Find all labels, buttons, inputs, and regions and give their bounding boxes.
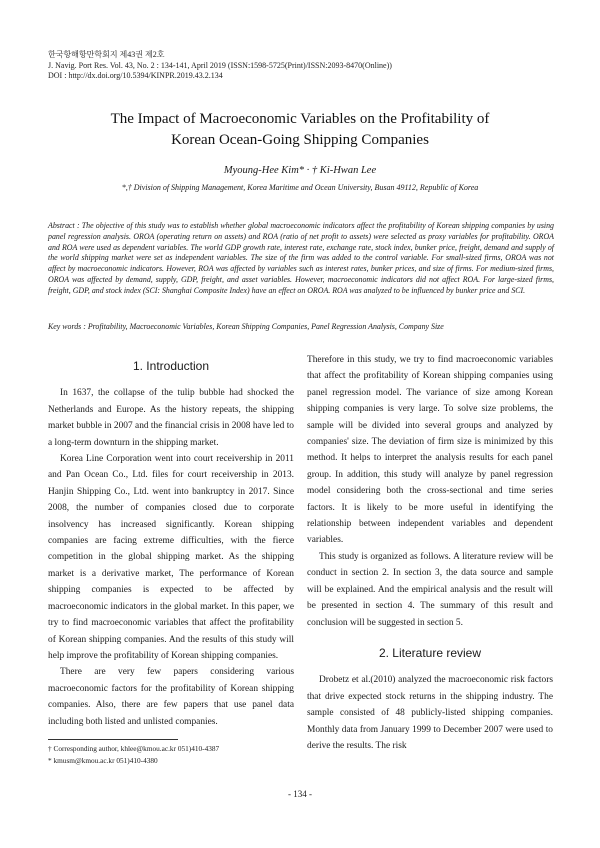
affiliation: *,† Division of Shipping Management, Korea Maritime and Ocean University, Busan 49112, Republic of Korea (121, 183, 479, 192)
journal-header (48, 50, 392, 82)
paragraph: There are very few papers considering various macroeconomic factors for the profitability of Korean shipping companies. Also, there are few papers that use panel data including both listed and unlisted companies. (48, 667, 294, 727)
section-heading-introduction: 1. Introduction (132, 359, 210, 373)
section-heading-literature-review: 2. Literature review (378, 645, 482, 660)
page-number: - 134 - (288, 789, 312, 799)
footnote-coauthor: * kmusm@kmou.ac.kr 051)410-4380 (48, 755, 158, 765)
paragraph: Drobetz et al.(2010) analyzed the macroeconomic risk factors that drive expected stock returns in the shipping industry. The sample consisted of 48 publicly-listed shipping companies. Monthly data from January 1999 to December 2007 were used to derive the results. The risk (307, 675, 553, 751)
footnote-divider (48, 739, 178, 740)
keywords: Key words : Profitability, Macroeconomic Variables, Korean Shipping Companies, Panel Regression Analysis, Company Size (48, 322, 444, 331)
footnotes (48, 743, 219, 766)
journal-name-korean: 한국항해항만학회지 제43권 제2호 (48, 50, 165, 59)
title-line-2: Korean Ocean-Going Shipping Companies (171, 132, 429, 148)
title-line-1: The Impact of Macroeconomic Variables on the Profitability of (110, 111, 490, 127)
left-column (48, 352, 294, 730)
footnote-corresponding-author: † Corresponding author, khlee@kmou.ac.kr 051)410-4387 (48, 744, 220, 753)
paragraph: Therefore in this study, we try to find macroeconomic variables that affect the profitability of Korean shipping companies using panel regression model. The variance of size among Korean shipping companies is very large. To solve size problems, the sample will be divided into several groups and analyzed by companies' size. The deviation of firm size is minimized by this method. It helps to interpret the analysis results for each panel group. In addition, this study will analyze by panel regression model considering both the cross-sectional and time series factors. It is likely to be more useful in identifying the relationship between independent variables and dependent variables. (307, 355, 553, 546)
paper-title (0, 109, 600, 151)
author-list: Myoung-Hee Kim* · † Ki-Hwan Lee (223, 165, 377, 176)
journal-citation: J. Navig. Port Res. Vol. 43, No. 2 : 134-141, April 2019 (ISSN:1598-5725(Print)/ISSN:2093-8470(Online)) (48, 60, 392, 70)
paragraph: Korea Line Corporation went into court receivership in 2011 and Pan Ocean Co., Ltd. files for court receivership in 2013. Hanjin Shipping Co., Ltd. went into bankruptcy in 2017. Since 2008, the number of companies closed due to corporate insolvency has increased significantly. Korean shipping companies are facing extreme difficulties, with the fierce competition in the global shipping market. As the shipping market is a derivative market, The performance of Korean shipping companies is expected to be affected by macroeconomic indicators in the global market. In this paper, we try to find macroeconomic variables that affect the profitability of Korean shipping companies. And the results of this study will help improve the profitability of Korean shipping companies. (48, 454, 294, 661)
paragraph: This study is organized as follows. A literature review will be conduct in section 2. In section 3, the data source and sample will be explained. And the empirical analysis and the result will be presented in section 4. The summary of this result and conclusion will be suggested in section 5. (307, 551, 553, 628)
paragraph: In 1637, the collapse of the tulip bubble had shocked the Netherlands and Europe. As the history repeats, the shipping market bubble in 2007 and the financial crisis in 2008 have led to a long-term downturn in the shipping market. (48, 388, 294, 448)
abstract: Abstract : The objective of this study was to establish whether global macroeconomic indicators affect the profitability of Korean shipping companies by using panel regression analysis. OROA (operating return on assets) and ROA (ratio of net profit to assets) were selected as proxy variables for profitability. OROA and ROA were used as dependent variables. The world GDP growth rate, interest rate, exchange rate, stock index, bunker price, freight, demand and supply of the world shipping market were set as independent variables. The size of the firm was added to the control variable. For small-sized firms, OROA was not affect by macroeconomic indicators. However, ROA was affected by variables such as interest rates, bunker prices, and size of firms. For medium-sized firms, OROA was affected by demand, supply, GDP, freight, and asset variables. However, macroeconomic indicators did not affect ROA. For large-sized firms, freight, GDP, and stock index (SCI: Shanghai Composite Index) have an effect on OROA. ROA was analyzed to be influenced by bunker price and SCI. (48, 221, 554, 295)
doi-link[interactable]: DOI : http://dx.doi.org/10.5394/KINPR.2019.43.2.134 (48, 71, 223, 80)
right-column (307, 352, 553, 754)
